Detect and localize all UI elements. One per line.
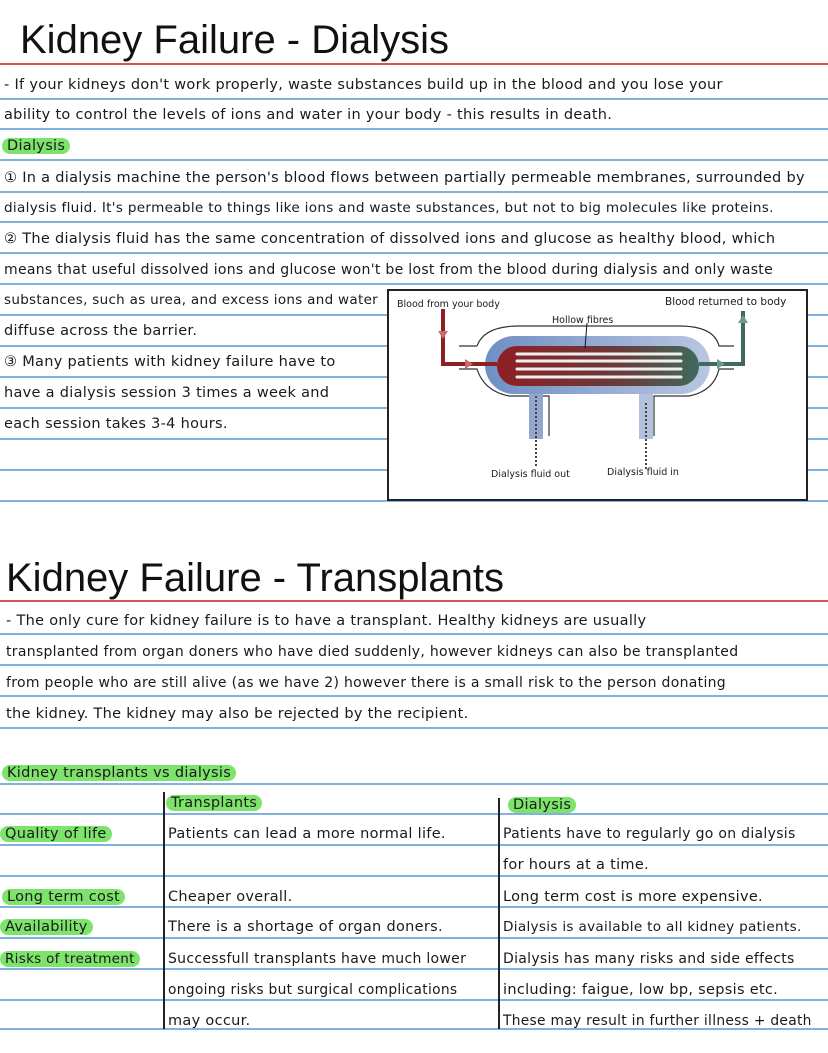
column-header-dialysis: Dialysis	[508, 797, 576, 813]
paragraph-text: transplanted from organ doners who have died suddenly, however kidneys can also be transplanted	[6, 644, 739, 660]
dialysis-cell: Patients have to regularly go on dialysis	[503, 826, 796, 842]
label-blood-in: Blood from your body	[397, 299, 500, 310]
column-divider	[498, 798, 500, 1029]
rule	[0, 221, 828, 223]
rule	[0, 128, 828, 130]
transplants-cell: Patients can lead a more normal life.	[168, 826, 446, 842]
subheading-dialysis: Dialysis	[2, 138, 70, 154]
intro-text: ability to control the levels of ions and water in your body - this results in death.	[4, 107, 613, 123]
intro-text: - If your kidneys don't work properly, waste substances build up in the blood and you lose your	[4, 77, 723, 93]
label-fluid-in: Dialysis fluid in	[607, 467, 679, 478]
label-hollow-fibres: Hollow fibres	[552, 315, 614, 326]
rule	[0, 727, 828, 729]
label-fluid-out: Dialysis fluid out	[491, 469, 570, 480]
title-rule	[0, 63, 828, 65]
row-label: Long term cost	[2, 889, 125, 905]
dialysis-cell: Dialysis is available to all kidney patients.	[503, 919, 802, 935]
table-title: Kidney transplants vs dialysis	[2, 765, 236, 781]
arrow-right-icon	[465, 359, 473, 369]
rule	[0, 191, 828, 193]
rule	[0, 783, 828, 785]
paragraph-text: - The only cure for kidney failure is to have a transplant. Healthy kidneys are usually	[6, 613, 647, 629]
paragraph-text: ① In a dialysis machine the person's blood flows between partially permeable membranes, surrounded by	[4, 170, 805, 186]
blood-chamber	[497, 346, 699, 386]
rule	[0, 968, 828, 970]
dialysis-cell: These may result in further illness + death	[503, 1013, 812, 1029]
paragraph-text: substances, such as urea, and excess ions and water	[4, 292, 379, 308]
rule	[0, 695, 828, 697]
paragraph-text: means that useful dissolved ions and glucose won't be lost from the blood during dialysis and only waste	[4, 262, 774, 278]
column-header-transplants: Transplants	[166, 795, 262, 811]
paragraph-text: have a dialysis session 3 times a week and	[4, 385, 330, 401]
paragraph-text: ③ Many patients with kidney failure have to	[4, 354, 336, 370]
label-blood-out: Blood returned to body	[665, 296, 787, 308]
arrow-down-icon	[438, 331, 448, 339]
paragraph-text: dialysis fluid. It's permeable to things like ions and waste substances, but not to big molecules like proteins.	[4, 200, 774, 216]
paragraph-text: the kidney. The kidney may also be rejected by the recipient.	[6, 706, 469, 722]
rule	[0, 98, 828, 100]
rule	[0, 664, 828, 666]
rule	[0, 159, 828, 161]
row-label: Risks of treatment	[0, 951, 140, 967]
transplants-cell: Successfull transplants have much lower	[168, 951, 467, 967]
dialysis-cell: including: faigue, low bp, sepsis etc.	[503, 982, 779, 998]
paragraph-text: ② The dialysis fluid has the same concentration of dissolved ions and glucose as healthy blood, which	[4, 231, 776, 247]
section-title-dialysis: Kidney Failure - Dialysis	[20, 18, 450, 62]
arrow-right-icon	[717, 359, 725, 369]
paragraph-text: diffuse across the barrier.	[4, 323, 198, 339]
rule	[0, 937, 828, 939]
rule	[0, 633, 828, 635]
dialysis-cell: Dialysis has many risks and side effects	[503, 951, 795, 967]
section-title-transplants: Kidney Failure - Transplants	[6, 556, 505, 600]
transplants-cell: Cheaper overall.	[168, 889, 293, 905]
rule	[0, 252, 828, 254]
rule	[0, 813, 828, 815]
rule	[0, 906, 828, 908]
transplants-cell: ongoing risks but surgical complications	[168, 982, 458, 998]
transplants-cell: may occur.	[168, 1013, 251, 1029]
rule	[0, 283, 828, 285]
dialysis-machine-diagram	[387, 289, 808, 501]
paragraph-text: from people who are still alive (as we have 2) however there is a small risk to the person donating	[6, 675, 726, 691]
rule	[0, 844, 828, 846]
arrow-up-icon	[738, 315, 748, 323]
row-label: Availability	[0, 919, 93, 935]
column-divider	[163, 792, 165, 1029]
row-label: Quality of life	[0, 826, 112, 842]
paragraph-text: each session takes 3-4 hours.	[4, 416, 228, 432]
dialysis-cell: for hours at a time.	[503, 857, 649, 873]
rule	[0, 875, 828, 877]
rule	[0, 999, 828, 1001]
dialysis-cell: Long term cost is more expensive.	[503, 889, 763, 905]
transplants-cell: There is a shortage of organ doners.	[168, 919, 443, 935]
